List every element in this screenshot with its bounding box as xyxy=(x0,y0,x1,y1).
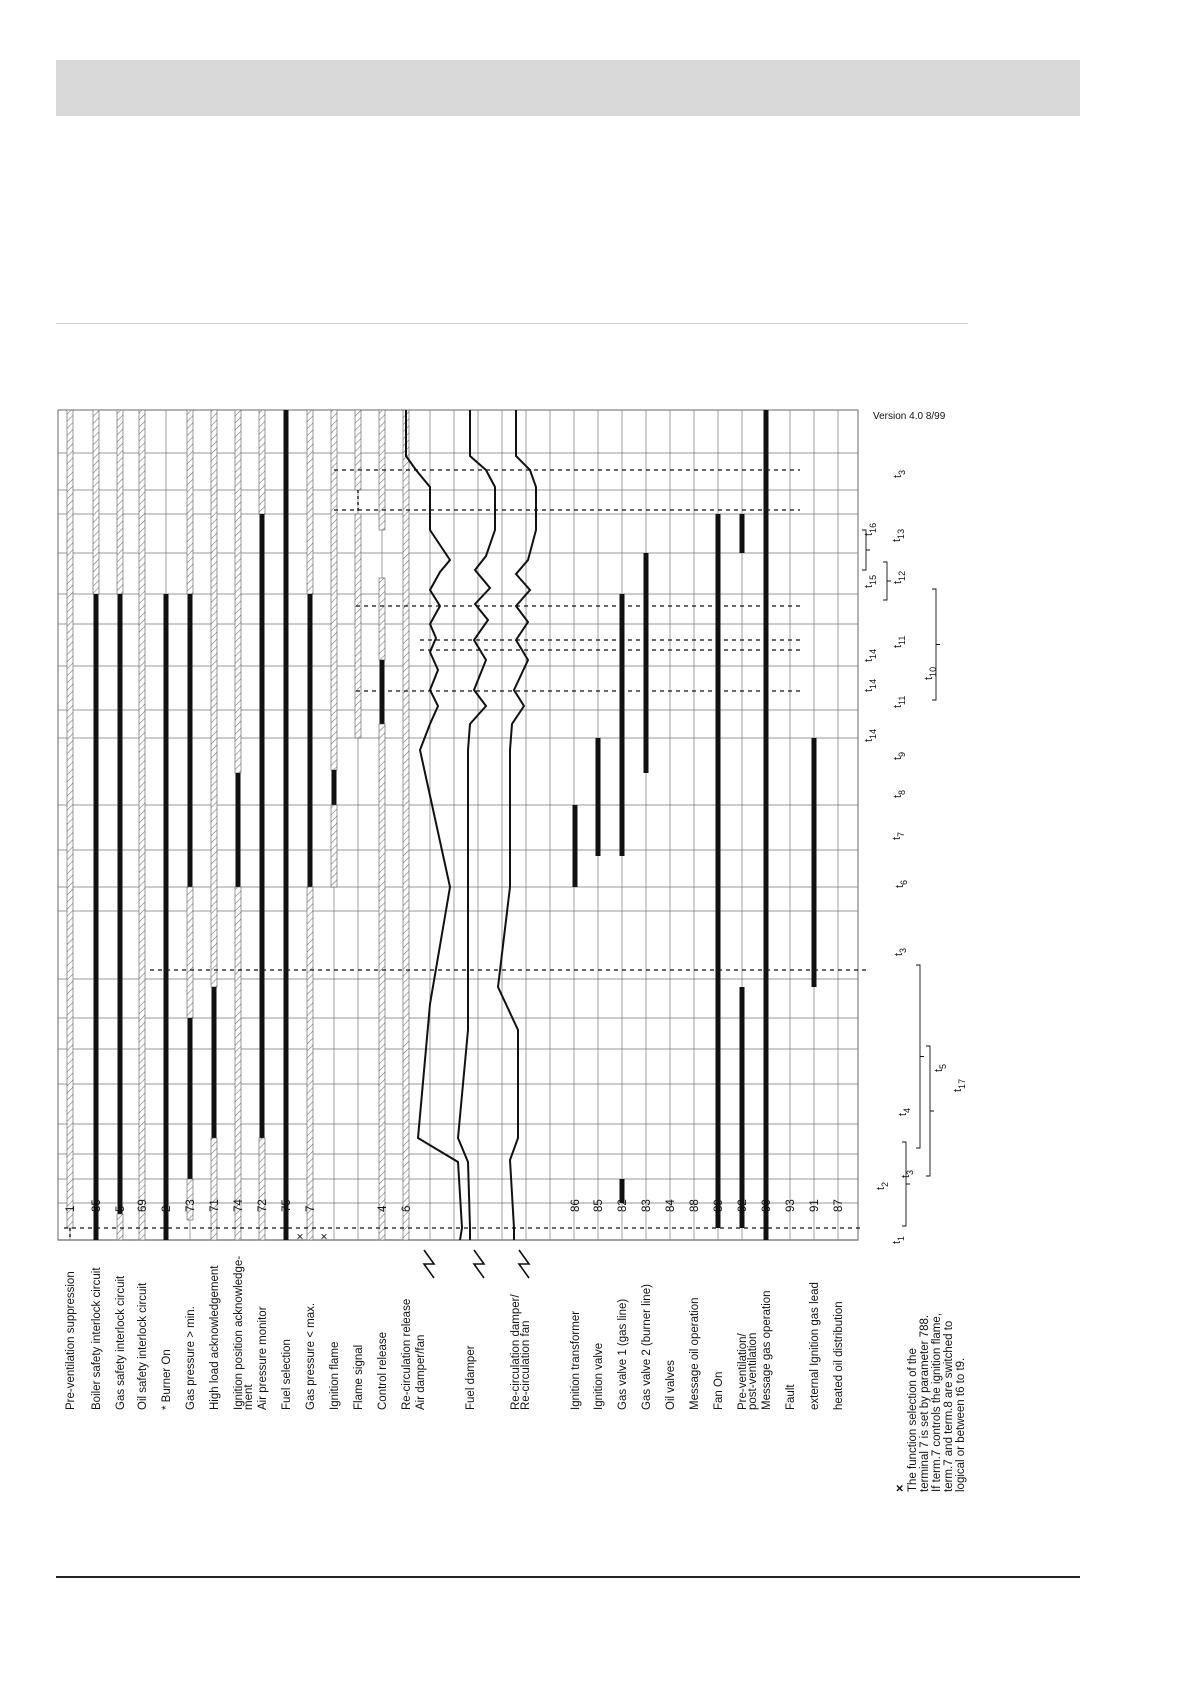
label-fueldamper xyxy=(465,1345,477,1410)
terminal-boiler-number: 35 xyxy=(91,1199,103,1212)
trace-gasmin-active xyxy=(188,594,193,887)
trace-flamesig-hatched xyxy=(355,410,361,490)
terminal-oilil xyxy=(137,1199,149,1212)
terminal-gv2-number: 83 xyxy=(641,1199,653,1212)
footnote-line-5: logical or between t6 to t9. xyxy=(955,1357,967,1492)
label-msggas xyxy=(761,1290,773,1410)
time-label xyxy=(892,636,907,648)
footnote-line-1: The function selection of the xyxy=(907,1348,919,1492)
terminal-msgoil-number: 88 xyxy=(689,1199,701,1212)
time-label-text: $t_4$ xyxy=(897,1107,912,1116)
label-postvent xyxy=(737,1332,759,1410)
trace-boiler-active xyxy=(94,594,99,1240)
label-igntrans-text: Ignition transformer xyxy=(570,1310,582,1410)
time-label-text: $t_{14}$ xyxy=(863,678,878,692)
label-fault xyxy=(785,1384,797,1410)
terminal-oilvalves xyxy=(665,1199,677,1212)
time-label-text: $t_5$ xyxy=(933,1063,948,1072)
time-label-text: $t_{17}$ xyxy=(952,1078,967,1092)
label-msgoil-text: Message oil operation xyxy=(689,1297,701,1410)
note-mark-ignflame xyxy=(317,1233,331,1240)
time-label xyxy=(891,1236,906,1244)
trace-prevent-hatched xyxy=(67,410,73,1228)
label-gasil-text: Gas safety interlock circuit xyxy=(115,1275,127,1410)
trace-boiler-hatched xyxy=(93,410,99,594)
time-label-text: $t_3$ xyxy=(892,469,907,478)
label-flamesig-text: Flame signal xyxy=(353,1344,365,1410)
trace-gasmax-hatched xyxy=(307,887,313,1240)
time-label-text: $t_{11}$ xyxy=(892,695,907,708)
note-mark-gasmax-text: × xyxy=(293,1232,307,1240)
label-gv2 xyxy=(641,1284,653,1410)
terminal-postvent xyxy=(737,1199,749,1212)
label-airdamper xyxy=(415,1335,427,1410)
label-ignflame xyxy=(329,1342,341,1410)
trace-burner-active xyxy=(164,594,169,1240)
terminal-fuelsel xyxy=(281,1199,293,1212)
label-highload xyxy=(209,1265,221,1410)
trace-ctrlrel-hatched xyxy=(379,578,385,660)
terminal-prevent-number: 1 xyxy=(65,1205,77,1212)
time-label-text: $t_{12}$ xyxy=(892,570,907,584)
trace-ctrlrel-hatched xyxy=(379,724,385,1240)
footnote-mark: × xyxy=(892,1484,907,1492)
trace-ignvalve-active xyxy=(596,738,601,856)
label-oilvalves xyxy=(665,1360,677,1410)
terminal-fault xyxy=(785,1199,797,1212)
trace-gasil-active xyxy=(118,594,123,1214)
label-fanon-text: Fan On xyxy=(713,1371,725,1410)
label-prevent-text: Pre-ventilation suppression xyxy=(65,1271,77,1410)
terminal-prevent xyxy=(65,1206,77,1212)
terminal-gasmin-number: 73 xyxy=(185,1199,197,1212)
time-label-text: $t_{14}$ xyxy=(863,728,878,742)
trace-gasmin-active xyxy=(188,1018,193,1179)
terminal-boiler xyxy=(91,1199,103,1212)
label-gv2-text: Gas valve 2 (burner line) xyxy=(641,1284,653,1410)
terminal-extign xyxy=(809,1199,821,1212)
label-recircdamper-text: Re-circulation damper/ xyxy=(510,1294,522,1410)
trace-ignflame-hatched xyxy=(331,805,337,887)
trace-postvent-active xyxy=(740,514,745,553)
interval-brace xyxy=(902,1142,910,1226)
time-label-text: $t_{10}$ xyxy=(923,666,938,680)
terminal-highload xyxy=(209,1199,221,1212)
label-ctrlrel xyxy=(377,1332,389,1410)
note-mark-ignflame-text: × xyxy=(317,1232,331,1240)
trace-igntrans-active xyxy=(573,805,578,887)
label-ignvalve xyxy=(593,1343,605,1410)
trace-msggas-active xyxy=(764,410,769,1240)
time-label-text: $t_{14}$ xyxy=(863,648,878,662)
time-label xyxy=(952,1079,967,1092)
terminal-msggas-number: 90 xyxy=(761,1199,773,1212)
label-extign-text: external Ignition gas lead xyxy=(809,1282,821,1410)
label-oilvalves-text: Oil valves xyxy=(665,1360,677,1410)
terminal-ctrlrel xyxy=(377,1205,389,1212)
label-gv1-text: Gas valve 1 (gas line) xyxy=(617,1298,629,1410)
note-mark-gasmax xyxy=(293,1233,307,1240)
label-gv1 xyxy=(617,1299,629,1410)
trace-gasmin-hatched xyxy=(187,410,193,594)
terminal-fanon-number: 89 xyxy=(713,1199,725,1212)
terminal-gasmax xyxy=(305,1206,317,1212)
time-label xyxy=(891,529,906,542)
label-ctrlrel-text: Control release xyxy=(377,1332,389,1410)
terminal-ignvalve xyxy=(593,1199,605,1212)
trace-gasil-hatched xyxy=(117,410,123,594)
label-burner-text: * Burner On xyxy=(161,1349,173,1410)
terminal-gasmin xyxy=(185,1199,197,1212)
terminal-msgoil xyxy=(689,1199,701,1212)
time-label xyxy=(893,948,908,956)
version-note: Version 4.0 8/99 xyxy=(873,411,946,422)
label-ignflame-text: Ignition flame xyxy=(329,1341,341,1410)
terminal-fault-number: 93 xyxy=(785,1199,797,1212)
trace-airmon-hatched xyxy=(259,410,265,514)
label-fanon xyxy=(713,1372,725,1410)
label-fault-text: Fault xyxy=(785,1384,797,1410)
label-flamesig xyxy=(353,1345,365,1410)
footnote-line-3: If term.7 controls the ignition flame, xyxy=(931,1313,943,1492)
label-recircdamper xyxy=(510,1294,532,1410)
label-msgoil xyxy=(689,1297,701,1410)
time-label-text: $t_{15}$ xyxy=(863,574,878,588)
footnote xyxy=(892,1313,967,1492)
label-gasmax xyxy=(305,1303,317,1410)
label-gasmax-text: Gas pressure < max. xyxy=(305,1302,317,1410)
signal-traces xyxy=(67,410,817,1240)
terminal-ignvalve-number: 85 xyxy=(593,1199,605,1212)
time-label xyxy=(863,679,878,692)
terminal-fanon xyxy=(713,1199,725,1212)
label-gasil xyxy=(115,1275,127,1410)
label-igntrans xyxy=(570,1311,582,1410)
interval-brace xyxy=(926,1046,934,1176)
time-label xyxy=(875,1182,890,1190)
terminal-igntrans xyxy=(570,1199,582,1212)
label-ignvalve-text: Ignition valve xyxy=(593,1342,605,1410)
time-label xyxy=(892,696,907,708)
label-ignpos-text: Ignition position acknowledge- xyxy=(233,1255,245,1410)
label-fuelsel-text: Fuel selection xyxy=(281,1339,293,1410)
trace-highload-hatched xyxy=(211,1138,217,1240)
label-airmon xyxy=(257,1306,269,1410)
trace-highload-hatched xyxy=(211,410,217,987)
label-heatoil-text: heated oil distribution xyxy=(833,1301,845,1410)
label-highload-text: High load acknowledgement xyxy=(209,1265,221,1410)
label-boiler xyxy=(91,1267,103,1410)
terminal-airmon-number: 72 xyxy=(257,1199,269,1212)
footnote-line-2: terminal 7 is set by parameter 788. xyxy=(919,1314,931,1492)
trace-ignpos-active xyxy=(236,773,241,887)
interval-brace xyxy=(883,562,891,600)
time-label xyxy=(897,1108,912,1116)
recirc-damper-curve xyxy=(498,410,536,1240)
label-postvent-text-2: post-ventilation xyxy=(747,1332,759,1410)
time-label xyxy=(933,1064,948,1072)
trace-airmon-hatched xyxy=(259,1138,265,1240)
time-label xyxy=(863,575,878,588)
label-airdamper-text: Air damper/fan xyxy=(415,1334,427,1410)
time-label-text: $t_3$ xyxy=(893,947,908,956)
trace-postvent-active xyxy=(740,987,745,1228)
time-labels xyxy=(862,470,967,1244)
label-gasmin-text: Gas pressure > min. xyxy=(185,1306,197,1410)
terminal-oilvalves-number: 84 xyxy=(665,1199,677,1212)
label-extign xyxy=(809,1282,821,1410)
trace-oilil-hatched xyxy=(139,410,145,1240)
time-label xyxy=(863,649,878,662)
terminal-igntrans-number: 86 xyxy=(570,1199,582,1212)
label-ignpos xyxy=(233,1256,255,1410)
trace-ignflame-active xyxy=(332,770,337,805)
time-label-text: $t_9$ xyxy=(892,751,907,760)
terminal-extign-number: 91 xyxy=(809,1199,821,1212)
terminal-ctrlrel-number: 4 xyxy=(377,1205,389,1212)
terminal-gasil-number: 5 xyxy=(115,1205,127,1212)
trace-gasil-hatched xyxy=(117,1214,123,1240)
time-label-text: $t_6$ xyxy=(894,879,909,888)
trace-gasmin-hatched xyxy=(187,887,193,1018)
trace-gasmax-active xyxy=(308,594,313,887)
time-label xyxy=(891,832,906,840)
trace-ignpos-hatched xyxy=(235,887,241,1240)
airdamper-symbol-icon xyxy=(424,1250,434,1278)
time-label-text: $t_{11}$ xyxy=(892,635,907,648)
time-label xyxy=(892,470,907,478)
trace-ignflame-hatched xyxy=(331,410,337,770)
label-gasmin xyxy=(185,1306,197,1410)
label-burner xyxy=(161,1349,173,1410)
interval-brace xyxy=(916,965,924,1148)
trace-extign-active xyxy=(812,738,817,987)
label-prevent xyxy=(65,1271,77,1410)
trace-ignpos-hatched xyxy=(235,410,241,773)
air-damper-curve xyxy=(406,410,462,1240)
label-oilil xyxy=(137,1282,149,1410)
label-airmon-text: Air pressure monitor xyxy=(257,1306,269,1410)
label-fuelsel xyxy=(281,1339,293,1410)
time-label-text: $t_8$ xyxy=(892,789,907,798)
terminal-burner-number: 2 xyxy=(161,1205,173,1212)
time-label xyxy=(892,571,907,584)
signal-labels xyxy=(65,1199,845,1410)
footnote-line-4: term.7 and term.8 are switched to xyxy=(943,1320,955,1492)
trace-highload-active xyxy=(212,987,217,1138)
label-oilil-text: Oil safety interlock circuit xyxy=(137,1282,149,1410)
trace-gv1-active xyxy=(620,594,625,856)
terminal-gasmax-number: 7 xyxy=(305,1205,317,1212)
terminal-recirc xyxy=(401,1206,413,1212)
terminal-burner xyxy=(161,1206,173,1212)
label-msggas-text: Message gas operation xyxy=(761,1290,773,1410)
label-postvent-text: Pre-ventilation/ xyxy=(737,1333,749,1410)
time-label-text: $t_{16}$ xyxy=(863,522,878,536)
time-label xyxy=(892,752,907,760)
time-label-text: $t_{13}$ xyxy=(891,528,906,542)
fuel-damper-curve xyxy=(458,410,495,1240)
time-label xyxy=(900,1170,915,1178)
label-fueldamper-text: Fuel damper xyxy=(465,1345,477,1410)
label-recirc-text: Re-circulation release xyxy=(401,1298,413,1410)
label-recircdamper-text-2: Re-circulation fan xyxy=(520,1320,532,1410)
terminal-ignpos-number: 74 xyxy=(233,1199,245,1212)
trace-gasmax-hatched xyxy=(307,410,313,594)
time-label-text: $t_1$ xyxy=(891,1235,906,1244)
terminal-heatoil xyxy=(833,1199,845,1212)
terminal-postvent-number: 92 xyxy=(737,1199,749,1212)
label-heatoil xyxy=(833,1301,845,1410)
terminal-msggas xyxy=(761,1199,773,1212)
label-boiler-text: Boiler safety interlock circuit xyxy=(91,1267,103,1410)
terminal-gv1 xyxy=(617,1199,629,1212)
trace-recirc-hatched xyxy=(403,410,409,1240)
time-label xyxy=(892,790,907,798)
terminal-gasil xyxy=(115,1206,127,1212)
time-label xyxy=(894,880,909,888)
trace-fanon-active xyxy=(716,514,721,1228)
fueldamper-symbol-icon xyxy=(474,1250,484,1278)
terminal-ignpos xyxy=(233,1199,245,1212)
trace-ctrlrel-active xyxy=(380,660,385,724)
time-label-text: $t_7$ xyxy=(891,831,906,840)
terminal-gv2 xyxy=(641,1199,653,1212)
recircdamper-symbol-icon xyxy=(519,1250,529,1278)
trace-flamesig-hatched xyxy=(355,514,361,738)
grid xyxy=(58,410,858,1240)
terminal-heatoil-number: 87 xyxy=(833,1199,845,1212)
time-label xyxy=(863,523,878,536)
time-label-text: $t_2$ xyxy=(875,1181,890,1190)
label-recirc xyxy=(401,1299,413,1410)
label-ignpos-text-2: ment xyxy=(243,1384,255,1410)
interval-brace xyxy=(932,589,940,700)
trace-airmon-active xyxy=(260,514,265,1138)
time-label xyxy=(863,729,878,742)
terminal-fuelsel-number: 75 xyxy=(281,1199,293,1212)
terminal-oilil-number: 69 xyxy=(137,1199,149,1212)
terminal-highload-number: 71 xyxy=(209,1199,221,1212)
terminal-gv1-number: 82 xyxy=(617,1199,629,1212)
terminal-recirc-number: 6 xyxy=(401,1205,413,1212)
time-label-text: $t_3$ xyxy=(900,1169,915,1178)
trace-gv2-active xyxy=(644,553,649,773)
terminal-airmon xyxy=(257,1199,269,1212)
trace-fuelsel-active xyxy=(284,410,289,1240)
